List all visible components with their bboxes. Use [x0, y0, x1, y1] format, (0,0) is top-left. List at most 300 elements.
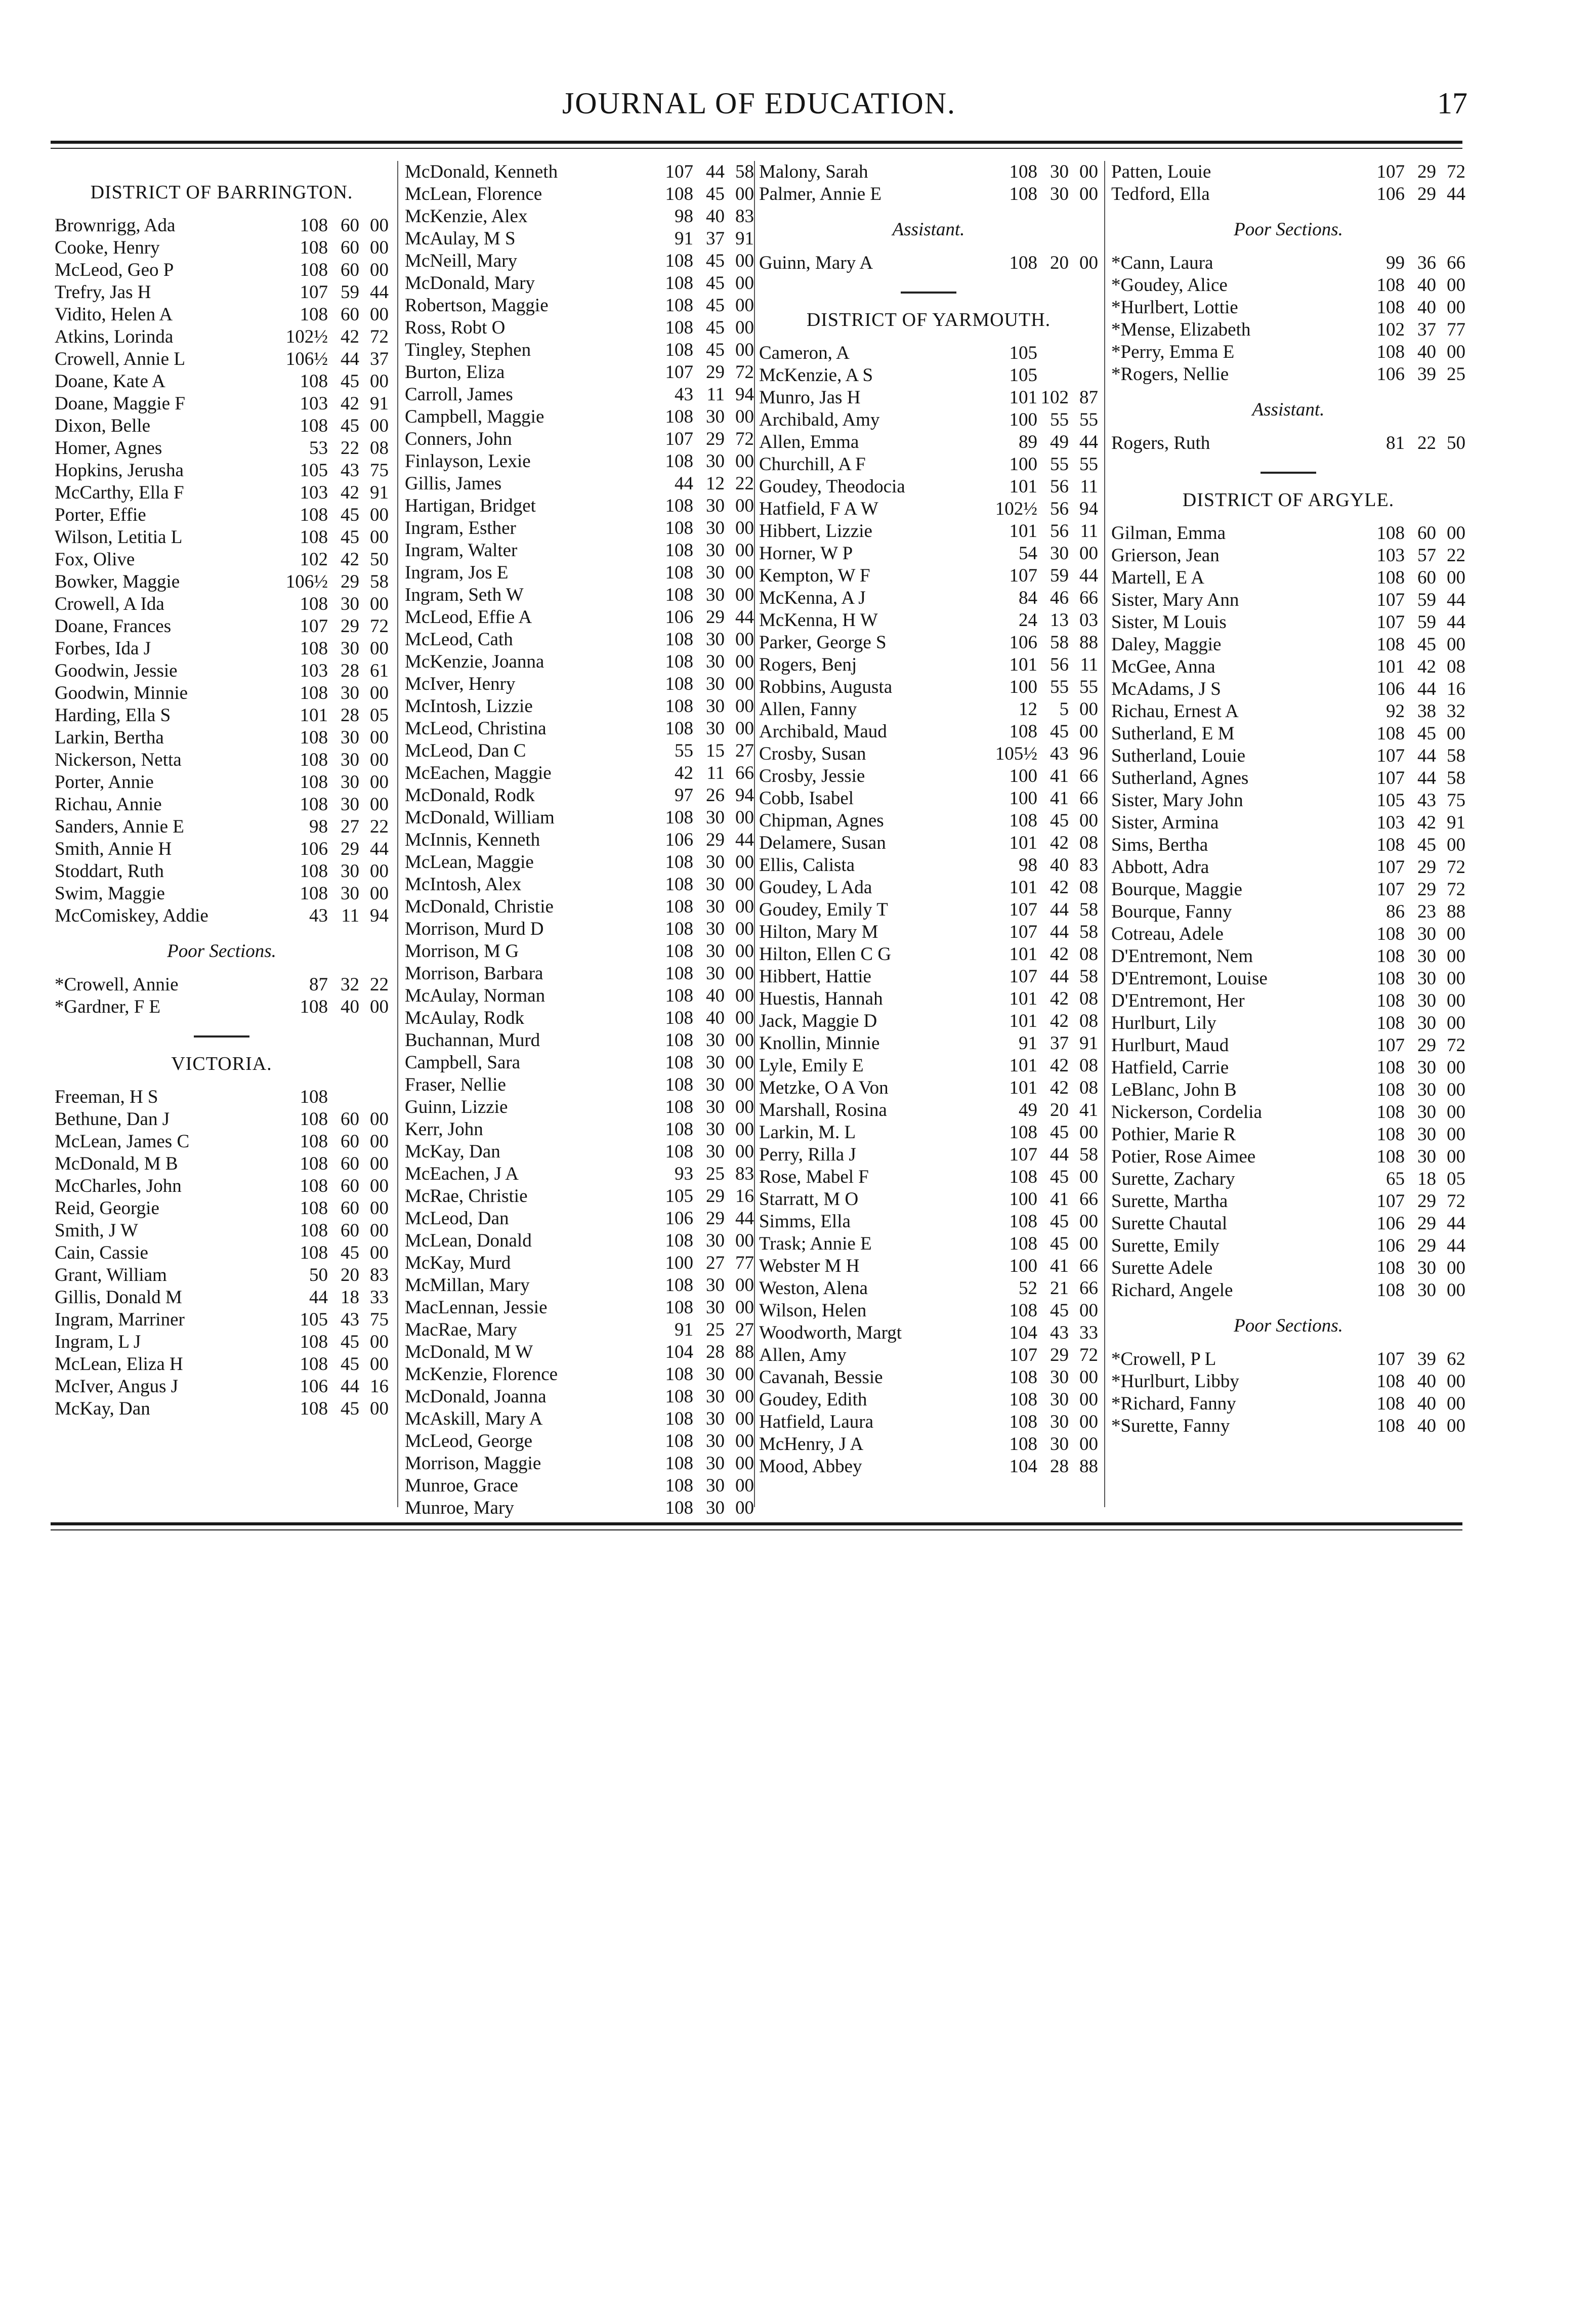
- days-taught: 108: [300, 683, 328, 703]
- teacher-name: Hurlburt, Maud: [1111, 1035, 1229, 1056]
- grant-dollars: 43: [341, 1309, 359, 1330]
- grant-dollars: 43: [1417, 790, 1436, 811]
- grant-cents: 00: [735, 251, 754, 271]
- teacher-row: [55, 615, 389, 638]
- days-taught: 106: [1376, 1235, 1405, 1256]
- teacher-name: Campbell, Sara: [405, 1052, 521, 1073]
- grant-dollars: 45: [1050, 721, 1069, 742]
- grant-dollars: 30: [1417, 1013, 1436, 1033]
- teacher-row: [55, 549, 389, 571]
- days-taught: 108: [1376, 1124, 1405, 1145]
- grant-dollars: 56: [1050, 476, 1069, 497]
- teacher-row: [1111, 1146, 1465, 1168]
- grant-cents: 66: [1079, 1278, 1098, 1299]
- teacher-row: [1111, 1415, 1465, 1437]
- days-taught: 107: [665, 161, 693, 182]
- grant-dollars: 5: [1059, 699, 1069, 720]
- grant-cents: 00: [370, 215, 389, 236]
- grant-cents: 00: [1447, 1080, 1465, 1100]
- teacher-name: Finlayson, Lexie: [405, 451, 531, 472]
- teacher-name: Cobb, Isabel: [759, 788, 854, 809]
- teacher-row: [405, 762, 754, 784]
- grant-cents: 83: [735, 206, 754, 227]
- grant-dollars: 30: [706, 629, 725, 650]
- teacher-row: [1111, 745, 1465, 767]
- teacher-name: Jack, Maggie D: [759, 1011, 877, 1031]
- teacher-row: [55, 905, 389, 927]
- teacher-name: McLean, Maggie: [405, 852, 534, 873]
- teacher-name: Hatfield, Carrie: [1111, 1057, 1229, 1078]
- grant-cents: 00: [370, 1398, 389, 1419]
- teacher-name: McLeod, Dan: [405, 1208, 509, 1229]
- days-taught: 105: [665, 1186, 693, 1207]
- grant-cents: 00: [370, 727, 389, 748]
- teacher-row: [405, 517, 754, 540]
- grant-cents: 00: [735, 518, 754, 538]
- days-taught: 108: [300, 215, 328, 236]
- grant-cents: 27: [735, 740, 754, 761]
- teacher-row: [405, 1141, 754, 1163]
- days-taught: 108: [665, 1475, 693, 1496]
- grant-cents: 44: [1447, 590, 1465, 610]
- grant-cents: 00: [1079, 253, 1098, 273]
- days-taught: 106: [1376, 679, 1405, 699]
- teacher-row: [55, 1242, 389, 1264]
- grant-dollars: 30: [1417, 1146, 1436, 1167]
- teacher-name: Allen, Fanny: [759, 699, 857, 720]
- teacher-name: Porter, Annie: [55, 772, 154, 793]
- teacher-name: *Crowell, P L: [1111, 1349, 1216, 1370]
- grant-dollars: 25: [706, 1319, 725, 1340]
- days-taught: 91: [1019, 1033, 1037, 1054]
- grant-cents: 00: [1447, 523, 1465, 544]
- teacher-name: Metzke, O A Von: [759, 1077, 889, 1098]
- grant-cents: 08: [1447, 656, 1465, 677]
- district-heading: DISTRICT OF ARGYLE.: [1182, 489, 1395, 511]
- teacher-row: [405, 874, 754, 896]
- teacher-name: Cameron, A: [759, 343, 850, 363]
- grant-cents: 00: [370, 594, 389, 614]
- days-taught: 108: [665, 251, 693, 271]
- grant-cents: 88: [1447, 901, 1465, 922]
- days-taught: 108: [1009, 1367, 1037, 1388]
- grant-cents: 91: [1447, 812, 1465, 833]
- grant-cents: 00: [1447, 297, 1465, 318]
- grant-dollars: 56: [1050, 521, 1069, 542]
- teacher-name: McAulay, M S: [405, 228, 516, 249]
- teacher-name: Bourque, Maggie: [1111, 879, 1242, 900]
- teacher-name: Sanders, Annie E: [55, 816, 184, 837]
- grant-cents: 00: [735, 807, 754, 828]
- teacher-row: [1111, 790, 1465, 812]
- grant-cents: 00: [1079, 1233, 1098, 1254]
- grant-cents: 00: [370, 1176, 389, 1196]
- teacher-row: [405, 1007, 754, 1029]
- days-taught: 99: [1386, 253, 1405, 273]
- grant-dollars: 40: [1417, 1371, 1436, 1392]
- grant-cents: 44: [735, 1208, 754, 1229]
- teacher-row: [405, 784, 754, 807]
- teacher-row: [759, 854, 1098, 877]
- days-taught: 108: [665, 495, 693, 516]
- grant-dollars: 30: [706, 1141, 725, 1162]
- grant-dollars: 30: [1417, 1258, 1436, 1278]
- days-taught: 101: [1009, 877, 1037, 898]
- grant-cents: 44: [1447, 1213, 1465, 1234]
- teacher-row: [405, 1408, 754, 1430]
- grant-cents: 83: [735, 1164, 754, 1184]
- grant-dollars: 37: [706, 228, 725, 249]
- teacher-row: [405, 1230, 754, 1252]
- teacher-name: *Hurlbert, Lottie: [1111, 297, 1238, 318]
- teacher-name: Morrison, Barbara: [405, 963, 543, 984]
- teacher-row: [1111, 319, 1465, 341]
- days-taught: 101: [1009, 476, 1037, 497]
- teacher-row: [55, 259, 389, 281]
- grant-cents: 00: [1079, 1367, 1098, 1388]
- grant-cents: 00: [735, 317, 754, 338]
- teacher-row: [405, 673, 754, 695]
- teacher-name: Chipman, Agnes: [759, 810, 884, 831]
- days-taught: 108: [665, 1052, 693, 1073]
- days-taught: 98: [309, 816, 328, 837]
- grant-cents: 00: [735, 295, 754, 316]
- grant-dollars: 45: [1050, 810, 1069, 831]
- teacher-row: [759, 654, 1098, 676]
- teacher-row: [1111, 945, 1465, 968]
- teacher-name: Conners, John: [405, 429, 512, 449]
- section-subheading: Assistant.: [1252, 399, 1325, 420]
- teacher-row: [759, 609, 1098, 632]
- teacher-name: Knollin, Minnie: [759, 1033, 880, 1054]
- grant-dollars: 59: [1050, 565, 1069, 586]
- teacher-name: McAulay, Rodk: [405, 1008, 525, 1028]
- grant-cents: 22: [370, 974, 389, 995]
- grant-cents: 44: [1447, 184, 1465, 204]
- grant-cents: 00: [1447, 275, 1465, 296]
- teacher-name: Perry, Rilla J: [759, 1144, 856, 1165]
- grant-dollars: 44: [1417, 745, 1436, 766]
- teacher-row: [1111, 252, 1465, 274]
- teacher-name: *Surette, Fanny: [1111, 1416, 1230, 1436]
- teacher-row: [55, 304, 389, 326]
- grant-dollars: 49: [1050, 432, 1069, 452]
- teacher-row: [55, 883, 389, 905]
- grant-cents: 00: [1079, 1122, 1098, 1143]
- teacher-name: Crowell, Annie L: [55, 349, 185, 369]
- grant-dollars: 30: [341, 638, 359, 659]
- days-taught: 108: [300, 594, 328, 614]
- teacher-name: Nickerson, Netta: [55, 750, 182, 770]
- grant-dollars: 30: [1417, 1102, 1436, 1123]
- teacher-row: [405, 985, 754, 1007]
- teacher-name: Allen, Emma: [759, 432, 859, 452]
- grant-cents: 05: [370, 705, 389, 726]
- grant-dollars: 11: [706, 763, 725, 783]
- grant-dollars: 30: [1050, 1389, 1069, 1410]
- teacher-name: Goodwin, Minnie: [55, 683, 188, 703]
- teacher-name: Cotreau, Adele: [1111, 924, 1224, 944]
- grant-dollars: 30: [706, 896, 725, 917]
- days-taught: 108: [665, 273, 693, 294]
- days-taught: 108: [665, 406, 693, 427]
- grant-dollars: 45: [1050, 1233, 1069, 1254]
- grant-cents: 16: [1447, 679, 1465, 699]
- teacher-name: Rogers, Ruth: [1111, 433, 1210, 453]
- section-subheading: Poor Sections.: [1234, 1315, 1343, 1336]
- teacher-row: [759, 520, 1098, 543]
- teacher-row: [55, 215, 389, 237]
- grant-dollars: 29: [706, 829, 725, 850]
- teacher-name: Marshall, Rosina: [759, 1100, 887, 1120]
- days-taught: 107: [1376, 857, 1405, 878]
- days-taught: 108: [1376, 1080, 1405, 1100]
- days-taught: 101: [1009, 988, 1037, 1009]
- grant-dollars: 41: [1050, 1256, 1069, 1276]
- days-taught: 108: [1376, 1416, 1405, 1436]
- teacher-row: [405, 606, 754, 629]
- district-heading: VICTORIA.: [171, 1053, 272, 1074]
- days-taught: 108: [1009, 161, 1037, 182]
- teacher-name: *Richard, Fanny: [1111, 1393, 1236, 1414]
- column-divider: [754, 161, 755, 1507]
- grant-cents: 66: [1079, 788, 1098, 809]
- days-taught: 108: [1009, 184, 1037, 204]
- teacher-name: Gillis, Donald M: [55, 1287, 182, 1308]
- grant-cents: 00: [735, 1030, 754, 1051]
- teacher-row: [759, 498, 1098, 520]
- teacher-name: McIntosh, Lizzie: [405, 696, 533, 717]
- days-taught: 108: [300, 304, 328, 325]
- teacher-name: Potier, Rose Aimee: [1111, 1146, 1256, 1167]
- teacher-row: [1111, 1034, 1465, 1057]
- teacher-name: McDonald, William: [405, 807, 555, 828]
- days-taught: 108: [665, 562, 693, 583]
- grant-cents: 00: [370, 883, 389, 904]
- grant-dollars: 40: [1417, 342, 1436, 362]
- grant-cents: 00: [735, 340, 754, 360]
- days-taught: 106: [665, 1208, 693, 1229]
- grant-dollars: 30: [706, 585, 725, 605]
- grant-cents: 05: [1447, 1169, 1465, 1189]
- days-taught: 100: [1009, 788, 1037, 809]
- days-taught: 49: [1019, 1100, 1037, 1120]
- grant-dollars: 30: [706, 451, 725, 472]
- days-taught: 103: [300, 482, 328, 503]
- days-taught: 43: [675, 384, 693, 405]
- teacher-row: [759, 1300, 1098, 1322]
- teacher-name: Surette, Zachary: [1111, 1169, 1235, 1189]
- grant-cents: 00: [1447, 835, 1465, 855]
- grant-cents: 72: [370, 326, 389, 347]
- grant-cents: 00: [370, 1109, 389, 1130]
- days-taught: 101: [1009, 944, 1037, 965]
- teacher-row: [1111, 1235, 1465, 1257]
- days-taught: 106: [300, 839, 328, 859]
- days-taught: 107: [1009, 899, 1037, 920]
- grant-cents: 50: [370, 549, 389, 570]
- days-taught: 108: [665, 1074, 693, 1095]
- days-taught: 108: [1376, 723, 1405, 744]
- grant-dollars: 30: [706, 1097, 725, 1117]
- days-taught: 108: [1376, 990, 1405, 1011]
- grant-cents: 00: [735, 941, 754, 962]
- grant-dollars: 36: [1417, 253, 1436, 273]
- teacher-name: Doane, Frances: [55, 616, 172, 637]
- grant-cents: 00: [1447, 1258, 1465, 1278]
- days-taught: 108: [665, 1498, 693, 1518]
- days-taught: 108: [300, 1242, 328, 1263]
- days-taught: 108: [300, 772, 328, 793]
- grant-cents: 00: [1079, 699, 1098, 720]
- teacher-name: Ingram, Jos E: [405, 562, 509, 583]
- teacher-name: Churchill, A F: [759, 454, 866, 475]
- teacher-row: [759, 1166, 1098, 1188]
- days-taught: 44: [309, 1287, 328, 1308]
- grant-dollars: 29: [706, 429, 725, 449]
- grant-cents: 00: [1447, 342, 1465, 362]
- days-taught: 42: [675, 763, 693, 783]
- grant-cents: 22: [370, 816, 389, 837]
- grant-dollars: 58: [1050, 632, 1069, 653]
- days-taught: 108: [665, 1453, 693, 1474]
- grant-cents: 00: [735, 184, 754, 204]
- grant-cents: 22: [735, 473, 754, 494]
- teacher-row: [759, 543, 1098, 565]
- grant-cents: 66: [1079, 1189, 1098, 1210]
- grant-cents: 91: [735, 228, 754, 249]
- days-taught: 108: [1009, 1300, 1037, 1321]
- teacher-row: [759, 787, 1098, 810]
- teacher-row: [55, 1197, 389, 1220]
- teacher-name: Rose, Mabel F: [759, 1167, 869, 1187]
- teacher-name: Cavanah, Bessie: [759, 1367, 883, 1388]
- days-taught: 98: [675, 206, 693, 227]
- days-taught: 108: [300, 1176, 328, 1196]
- teacher-name: Ingram, L J: [55, 1332, 141, 1352]
- days-taught: 108: [1009, 721, 1037, 742]
- teacher-name: Guinn, Mary A: [759, 253, 873, 273]
- teacher-row: [55, 393, 389, 415]
- teacher-name: D'Entremont, Nem: [1111, 946, 1253, 967]
- teacher-name: Morrison, Maggie: [405, 1453, 541, 1474]
- days-taught: 103: [300, 393, 328, 414]
- days-taught: 108: [300, 505, 328, 525]
- teacher-row: [405, 361, 754, 384]
- teacher-name: *Rogers, Nellie: [1111, 364, 1229, 385]
- teacher-name: McKenzie, Florence: [405, 1364, 558, 1385]
- teacher-row: [55, 1331, 389, 1353]
- grant-cents: 61: [370, 660, 389, 681]
- days-taught: 106: [1009, 632, 1037, 653]
- teacher-name: Goudey, L Ada: [759, 877, 872, 898]
- days-taught: 108: [1376, 634, 1405, 655]
- grant-cents: 00: [370, 997, 389, 1017]
- teacher-row: [759, 1010, 1098, 1032]
- grant-dollars: 30: [706, 963, 725, 984]
- grant-dollars: 60: [341, 1198, 359, 1219]
- days-taught: 108: [300, 1131, 328, 1152]
- grant-cents: 44: [735, 607, 754, 628]
- teacher-row: [759, 1099, 1098, 1122]
- days-taught: 108: [665, 1030, 693, 1051]
- grant-cents: 72: [1447, 1191, 1465, 1212]
- grant-dollars: 30: [706, 1230, 725, 1251]
- grant-dollars: 43: [1050, 1322, 1069, 1343]
- days-taught: 108: [665, 963, 693, 984]
- days-taught: 55: [675, 740, 693, 761]
- grant-dollars: 45: [341, 1242, 359, 1263]
- days-taught: 107: [1009, 565, 1037, 586]
- days-taught: 108: [300, 1087, 328, 1107]
- days-taught: 108: [1376, 1057, 1405, 1078]
- days-taught: 12: [1019, 699, 1037, 720]
- grant-dollars: 29: [1417, 1235, 1436, 1256]
- grant-dollars: 60: [341, 1131, 359, 1152]
- grant-cents: 00: [1079, 721, 1098, 742]
- teacher-name: McNeill, Mary: [405, 251, 517, 271]
- grant-cents: 58: [1447, 745, 1465, 766]
- teacher-row: [759, 453, 1098, 476]
- days-taught: 105: [1376, 790, 1405, 811]
- grant-cents: 00: [1447, 1416, 1465, 1436]
- teacher-row: [759, 1433, 1098, 1456]
- grant-dollars: 30: [706, 674, 725, 694]
- grant-cents: 00: [1079, 161, 1098, 182]
- days-taught: 108: [1376, 297, 1405, 318]
- grant-cents: 00: [370, 1220, 389, 1241]
- teacher-row: [405, 1029, 754, 1052]
- days-taught: 108: [665, 874, 693, 895]
- teacher-name: Ingram, Walter: [405, 540, 518, 561]
- days-taught: 108: [300, 1332, 328, 1352]
- teacher-row: [759, 565, 1098, 587]
- days-taught: 107: [300, 616, 328, 637]
- teacher-name: Hatfield, F A W: [759, 499, 878, 519]
- teacher-row: [405, 1052, 754, 1074]
- teacher-row: [1111, 567, 1465, 589]
- grant-dollars: 41: [1050, 788, 1069, 809]
- grant-cents: 00: [735, 896, 754, 917]
- teacher-name: McHenry, J A: [759, 1434, 864, 1455]
- days-taught: 108: [665, 807, 693, 828]
- grant-dollars: 60: [341, 1220, 359, 1241]
- grant-cents: 16: [735, 1186, 754, 1207]
- teacher-row: [55, 1286, 389, 1309]
- teacher-name: Mood, Abbey: [759, 1456, 862, 1477]
- teacher-row: [759, 676, 1098, 698]
- grant-dollars: 30: [1417, 1280, 1436, 1301]
- teacher-name: McDonald, M B: [55, 1153, 178, 1174]
- days-taught: 108: [300, 727, 328, 748]
- teacher-name: Kerr, John: [405, 1119, 483, 1140]
- days-taught: 108: [665, 718, 693, 739]
- district-heading: DISTRICT OF YARMOUTH.: [806, 309, 1051, 330]
- days-taught: 106: [665, 607, 693, 628]
- teacher-row: [759, 1255, 1098, 1277]
- teacher-row: [405, 1096, 754, 1118]
- grant-dollars: 29: [706, 607, 725, 628]
- grant-cents: 00: [735, 406, 754, 427]
- teacher-row: [759, 183, 1098, 205]
- grant-cents: 00: [735, 1498, 754, 1518]
- days-taught: 108: [1009, 253, 1037, 273]
- days-taught: 101: [1009, 1011, 1037, 1031]
- grant-dollars: 39: [1417, 1349, 1436, 1370]
- grant-cents: 00: [735, 1475, 754, 1496]
- grant-cents: 00: [1079, 1300, 1098, 1321]
- grant-dollars: 30: [341, 883, 359, 904]
